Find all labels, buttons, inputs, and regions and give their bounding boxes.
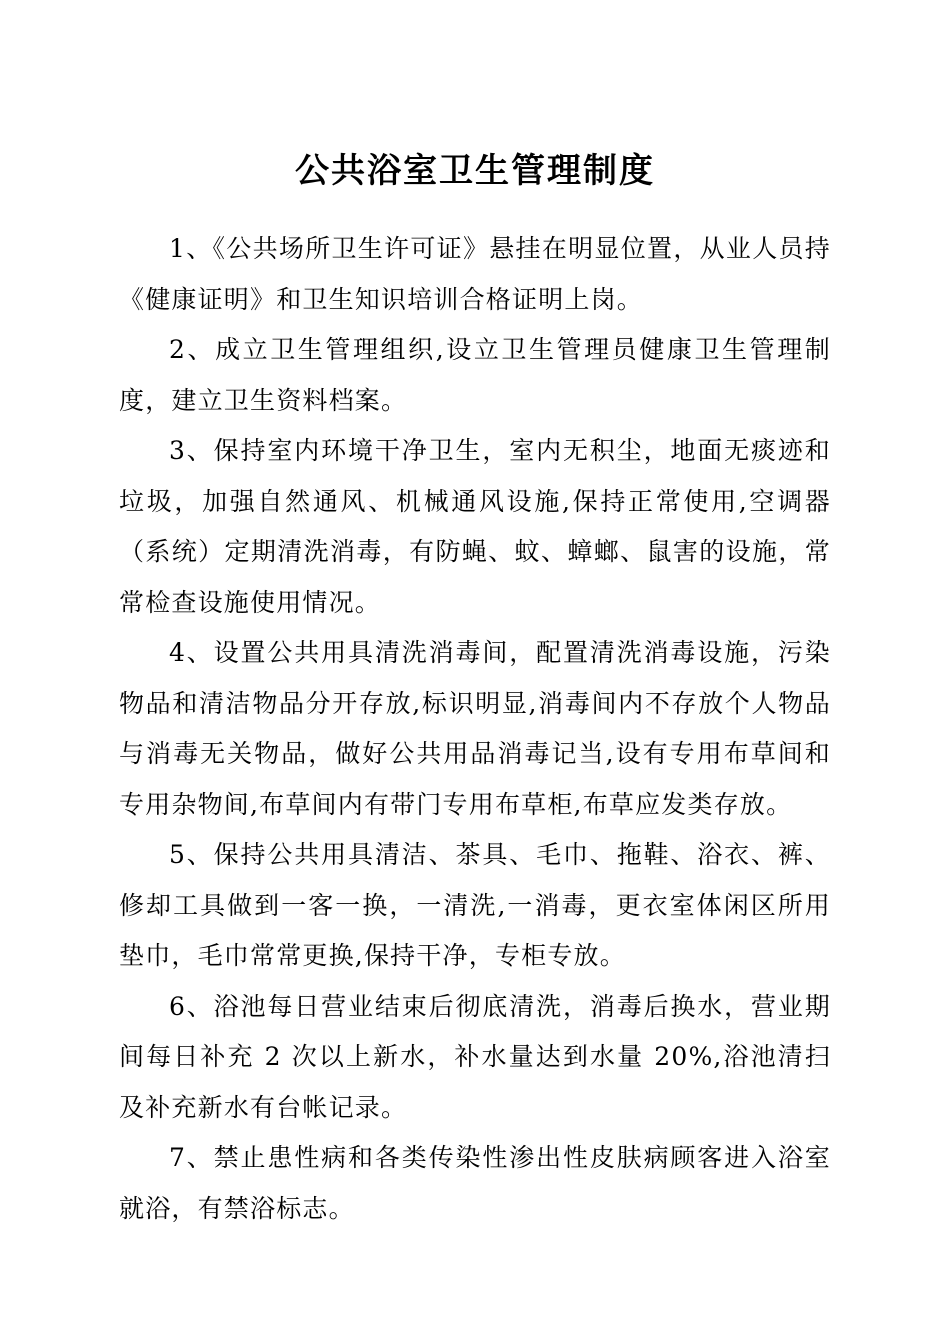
paragraph-6: 6、浴池每日营业结束后彻底清洗，消毒后换水，营业期间每日补充 2 次以上新水，补水量达到水量 20%,浴池清扫及补充新水有台帐记录。: [119, 991, 831, 1122]
paragraph-5: 5、保持公共用具清洁、茶具、毛巾、拖鞋、浴衣、裤、修却工具做到一客一换，一清洗,一消毒，更衣室体闲区所用垫巾，毛巾常常更换,保持干净，专柜专放。: [119, 840, 831, 970]
paragraph-2: 2、成立卫生管理组织,设立卫生管理员健康卫生管理制度，建立卫生资料档案。: [119, 335, 831, 415]
paragraph-1: 1、《公共场所卫生许可证》悬挂在明显位置，从业人员持《健康证明》和卫生知识培训合格证明上岗。: [119, 234, 831, 314]
paragraph-7: 7、禁止患性病和各类传染性渗出性皮肤病顾客进入浴室就浴，有禁浴标志。: [119, 1143, 831, 1223]
document-body: [119, 224, 831, 1234]
paragraph-3: 3、保持室内环境干净卫生，室内无积尘，地面无痰迹和垃圾，加强自然通风、机械通风设施,保持正常使用,空调器（系统）定期清洗消毒，有防蝇、蚊、蟑螂、鼠害的设施，常常检查设施使用情况。: [119, 436, 831, 617]
page-title: 公共浴室卫生管理制度: [295, 150, 655, 191]
paragraph-4: 4、设置公共用具清洗消毒间，配置清洗消毒设施，污染物品和清洁物品分开存放,标识明显,消毒间内不存放个人物品与消毒无关物品，做好公共用品消毒记当,设有专用布草间和专用杂物间,布草间内有带门专用布草柜,布草应发类存放。: [119, 638, 831, 819]
